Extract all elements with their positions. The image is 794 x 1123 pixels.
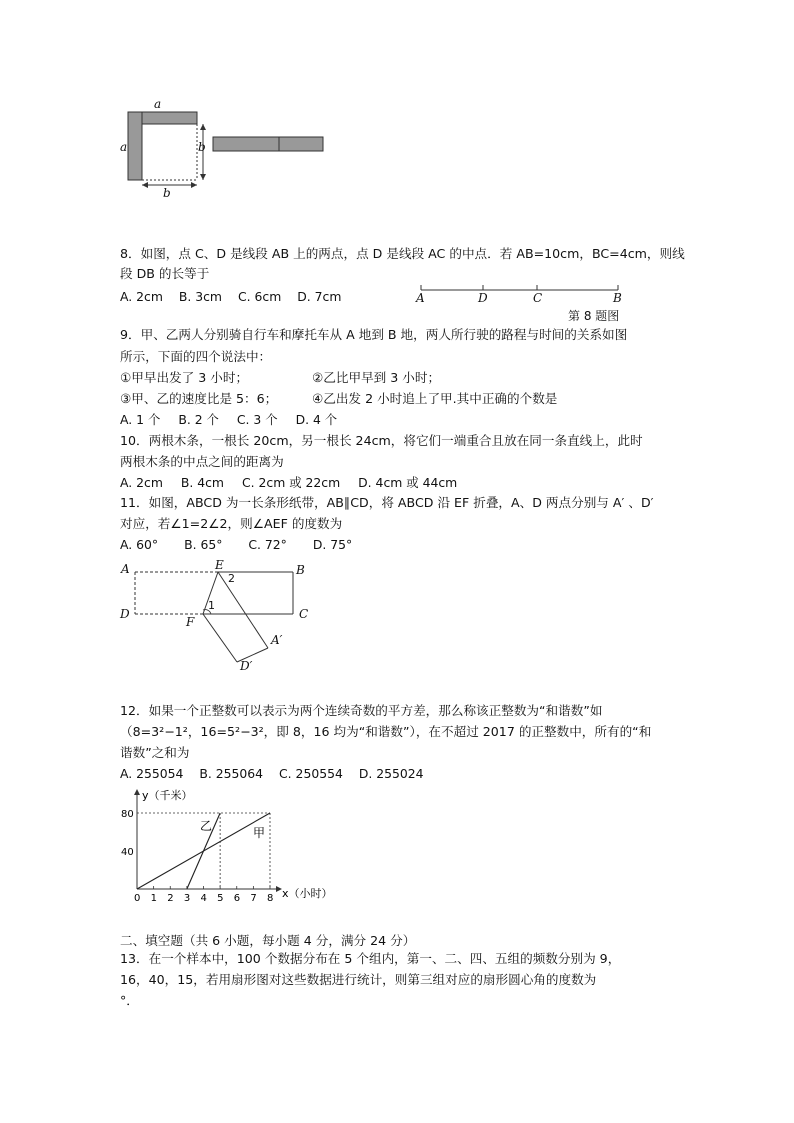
series-label-jia: 甲 bbox=[253, 826, 266, 840]
label-b-right: b bbox=[198, 140, 206, 154]
q12-line1: 12．如果一个正整数可以表示为两个连续奇数的平方差，那么称该正整数为“和谐数”如 bbox=[120, 703, 603, 718]
x-tick-5: 5 bbox=[217, 893, 224, 904]
q10-option-c: C. 2cm 或 22cm bbox=[241, 475, 341, 490]
q12-option-a: A. 255054 bbox=[120, 766, 184, 781]
fold-label-a: A bbox=[121, 562, 130, 576]
q11-line2: 对应，若∠1=2∠2，则∠AEF 的度数为 bbox=[120, 516, 343, 531]
q8-option-b: B. 3cm bbox=[178, 289, 223, 304]
series-label-yi: 乙 bbox=[200, 819, 213, 833]
q11-option-d: D. 75° bbox=[312, 537, 353, 552]
q12-option-b: B. 255064 bbox=[199, 766, 264, 781]
point-b-label: B bbox=[613, 291, 622, 305]
fold-label-f: F bbox=[186, 615, 195, 629]
q9-statement-2: ②乙比甲早到 3 小时； bbox=[312, 370, 441, 385]
fold-label-d: D bbox=[120, 607, 130, 621]
q10-option-b: B. 4cm bbox=[180, 475, 225, 490]
q11-line1: 11．如图，ABCD 为一长条形纸带，AB∥CD，将 ABCD 沿 EF 折叠，A、D 两点分别与 A′ 、D′ bbox=[120, 495, 654, 510]
x-tick-1: 1 bbox=[150, 893, 157, 904]
q8-line1: 8．如图，点 C、D 是线段 AB 上的两点，点 D 是线段 AC 的中点．若 AB=10cm，BC=4cm，则线 bbox=[120, 246, 685, 261]
q8-options bbox=[120, 289, 341, 305]
q8-option-c: C. 6cm bbox=[237, 289, 282, 304]
x-tick-2: 2 bbox=[167, 893, 174, 904]
x-tick-7: 7 bbox=[250, 893, 257, 904]
chart-y-axis-label: y（千米） bbox=[142, 789, 193, 802]
q8-caption: 第 8 题图 bbox=[568, 309, 620, 323]
q13-line2: 16，40，15，若用扇形图对这些数据进行统计，则第三组对应的扇形圆心角的度数为 bbox=[120, 972, 597, 987]
q9-statement-1: ①甲早出发了 3 小时； bbox=[120, 370, 249, 385]
q11-option-c: C. 72° bbox=[248, 537, 287, 552]
segment-figure bbox=[415, 282, 625, 302]
q9-options bbox=[120, 412, 337, 428]
label-a-left: a bbox=[120, 140, 128, 154]
q10-option-a: A. 2cm bbox=[120, 475, 163, 490]
q9-option-a: A. 1 个 bbox=[120, 412, 161, 427]
q9-option-d: D. 4 个 bbox=[295, 412, 338, 427]
q11-option-a: A. 60° bbox=[120, 537, 159, 552]
q9-line2: 所示，下面的四个说法中： bbox=[120, 349, 272, 364]
q9-option-c: C. 3 个 bbox=[236, 412, 278, 427]
fold-label-angle-1: 1 bbox=[208, 599, 215, 612]
q9-line1: 9．甲、乙两人分别骑自行车和摩托车从 A 地到 B 地，两人所行驶的路程与时间的关系如图 bbox=[120, 327, 628, 342]
y-tick-40: 40 bbox=[121, 847, 134, 858]
q10-options bbox=[120, 475, 457, 491]
q9-statement-4: ④乙出发 2 小时追上了甲.其中正确的个数是 bbox=[312, 391, 558, 406]
x-tick-0: 0 bbox=[134, 893, 141, 904]
y-tick-80: 80 bbox=[121, 809, 134, 820]
fold-figure bbox=[125, 562, 325, 682]
fold-label-angle-2: 2 bbox=[228, 572, 235, 585]
label-a-top: a bbox=[154, 97, 162, 111]
q13-line1: 13．在一个样本中，100 个数据分布在 5 个组内，第一、二、四、五组的频数分别为 9， bbox=[120, 951, 621, 966]
fold-label-e: E bbox=[215, 558, 224, 572]
x-tick-8: 8 bbox=[267, 893, 274, 904]
q9-option-b: B. 2 个 bbox=[178, 412, 219, 427]
q8-line2: 段 DB 的长等于 bbox=[120, 266, 210, 281]
q8-option-d: D. 7cm bbox=[297, 289, 342, 304]
point-c-label: C bbox=[533, 291, 543, 305]
distance-time-chart bbox=[120, 785, 350, 905]
section-2-title: 二、填空题（共 6 小题，每小题 4 分，满分 24 分） bbox=[120, 933, 416, 948]
x-tick-4: 4 bbox=[200, 893, 207, 904]
q12-line3: 谐数”之和为 bbox=[120, 745, 190, 760]
point-d-label: D bbox=[478, 291, 488, 305]
q10-line2: 两根木条的中点之间的距离为 bbox=[120, 454, 284, 469]
x-tick-6: 6 bbox=[233, 893, 241, 904]
chart-x-axis-label: x（小时） bbox=[282, 887, 333, 900]
fold-label-a-prime: A′ bbox=[271, 633, 283, 647]
q13-line3: °． bbox=[120, 993, 139, 1008]
q11-options bbox=[120, 537, 352, 553]
q12-options bbox=[120, 766, 424, 782]
x-tick-3: 3 bbox=[183, 893, 191, 904]
q11-option-b: B. 65° bbox=[184, 537, 223, 552]
q9-statement-3: ③甲、乙的速度比是 5：6； bbox=[120, 391, 278, 406]
q12-line2: （8=3²−1²，16=5²−3²，即 8，16 均为“和谐数”），在不超过 2017 的正整数中，所有的“和 bbox=[120, 724, 652, 739]
point-a-label: A bbox=[416, 291, 425, 305]
q12-option-d: D. 255024 bbox=[358, 766, 424, 781]
fold-label-c: C bbox=[299, 607, 309, 621]
fold-label-b: B bbox=[296, 563, 305, 577]
q12-option-c: C. 250554 bbox=[279, 766, 343, 781]
chart-tick-labels bbox=[121, 809, 273, 904]
square-rect-figure bbox=[110, 95, 330, 195]
q10-option-d: D. 4cm 或 44cm bbox=[358, 475, 458, 490]
q8-option-a: A. 2cm bbox=[120, 289, 163, 304]
fold-label-d-prime: D′ bbox=[240, 659, 253, 673]
label-b-bottom: b bbox=[163, 186, 171, 200]
q10-line1: 10．两根木条，一根长 20cm，另一根长 24cm，将它们一端重合且放在同一条直线上，此时 bbox=[120, 433, 643, 448]
